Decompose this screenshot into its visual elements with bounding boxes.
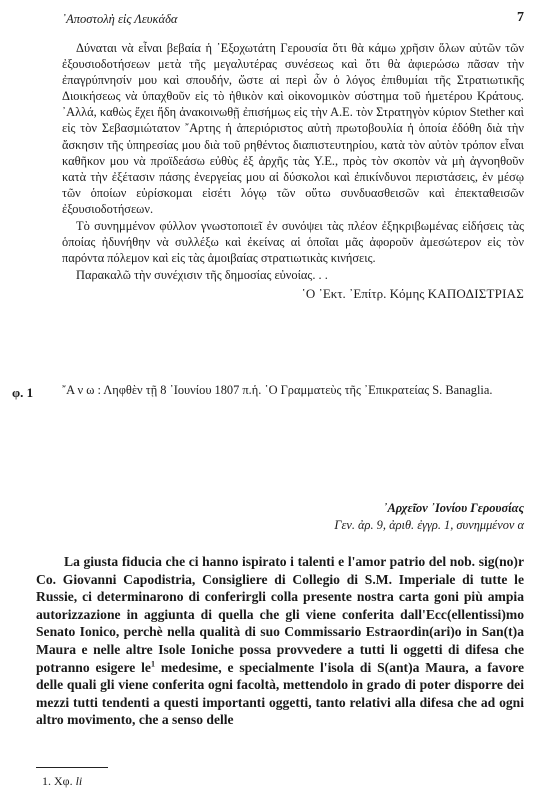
page-number: 7 bbox=[517, 10, 524, 25]
endorsement-text: ῎Α ν ω : Ληφθὲν τῇ 8 ᾿Ιουνίου 1807 π.ἡ. ῾Ο Γραμματεὺς τῆς ᾿Επικρατείας S. Banaglia. bbox=[62, 383, 493, 397]
greek-paragraph-2: Τὸ συνημμένον φύλλον γνωστοποιεῖ ἐν συνόψει τὰς πλέον ἐξηκριβωμένας εἰδήσεις τὰς ὁποίας ἠδυνήθην νὰ συλλέξω καὶ ἐκείνας αἱ ὁποῖαι μᾶς ἀφοροῦν ἀμεσώτερον εἰς τὸν παρόντα πόλεμον καὶ εἰς τὰς ἀμοιβαίας στρατιωτικὰς κινήσεις. bbox=[62, 219, 524, 266]
archive-source-note bbox=[224, 500, 524, 534]
signature-name: ΚΑΠΟΔΙΣΤΡΙΑΣ bbox=[427, 286, 524, 302]
footnote-label: Χφ. bbox=[54, 774, 73, 788]
running-title: ᾿Αποστολὴ εἰς Λευκάδα bbox=[62, 12, 178, 26]
signature bbox=[62, 286, 524, 302]
italian-text-part-1: La giusta fiducia che ci hanno ispirato i talenti e l'amor patrio del nob. sig(no)r Co. Giovanni Capodistria, Consigliere di Collegio di S.M. Imperiale di tutte le Russie, ci determinarono di conferirgli colla presente nostra carta goni più ampia autorizzazione in aggiunta di quella che gli viene conferita dall'Ecc(ellentissi)mo Senato Ionico, perchè nella qualità di suo Commissario Estraordin(ari)o in San(t)a Maura e nelle altre Isole Ioniche possa provvedere a tutti li oggetti di difesa che potranno esigere le bbox=[36, 554, 524, 675]
greek-letter bbox=[62, 40, 524, 303]
footnote-reading: li bbox=[75, 774, 83, 788]
italian-paragraph bbox=[36, 553, 524, 729]
greek-paragraph-1: Δύναται νὰ εἶναι βεβαία ἡ ᾿Εξοχωτάτη Γερουσία ὅτι θὰ κάμω χρῆσιν ὅλων αὐτῶν τῶν ἐξουσιοδοτήσεων μετὰ τῆς μεγαλυτέρας συνέσεως καὶ ὅτι θὰ ἀφιερώσω πᾶσαν τὴν ἐπαγρύπνησίν μου καὶ σπουδήν, ὥστε αἱ περὶ ὧν ὁ λόγος ἐπιθυμίαι τῆς Στρατιωτικῆς Διοικήσεως νὰ ὑπαχθοῦν εἰς τὸ ἠθικὸν καὶ οἰκονομικὸν σύστημα τοῦ ἡμετέρου Κράτους. ᾿Αλλά, καθὼς ἔχει ἤδη ἀνακοινωθῇ ἐπισήμως εἰς τὴν Α.Ε. τὸν Στρατηγὸν κύριον Stether καὶ εἰς τὸν Σεβασμιώτατον ῎Αρτης ἡ ἀπεριόριστος αὐτὴ πρωτοβουλία ἡ ὁποία ἐδόθη διὰ τὴν ἄσκησιν τῆς ὑπηρεσίας μου διὰ τοῦ ρηθέντος διαπιστευτηρίου, κατὰ τὸν αὐτὸν τρόπον εἶναι καθῆκον μου νὰ προϊδεάσω εὐθὺς ἐξ ἀρχῆς τὰς Υ.Ε., πρὸς τὸν σκοπὸν νὰ μὴ ἀγνοηθοῦν κατὰ τὴν ἐξέτασιν πάσης ἐνεργείας μου αἱ δύσκολοι καὶ ἐπικίνδυνοι περιστάσεις, ἐν μέσῳ τῶν ὁποίων εὑρίσκομαι εἰσέτι λόγῳ τῶν οὕτω συνδυασθεισῶν καὶ ἐπεκταθεισῶν ἐξουσιοδοτήσεων. bbox=[62, 41, 524, 216]
footnote-number: 1. bbox=[42, 774, 51, 788]
signature-prefix: ῾Ο ᾿Εκτ. ᾿Επίτρ. Κόμης bbox=[301, 286, 425, 302]
footnote-marker: 1 bbox=[150, 659, 155, 669]
greek-paragraph-3: Παρακαλῶ τὴν συνέχισιν τῆς δημοσίας εὐνοίας. . . bbox=[76, 268, 328, 283]
italian-text-part-2: medesime, e specialmente l'isola di S(ant)a Maura, a favore delle quali gli viene conferita ogni facoltà, mettendolo in grado di poter disporre dei mezzi tutti tendenti a questi importanti oggetti, tanto relativi alla difesa che ad ogni altro movimento, che a senso delle bbox=[36, 659, 524, 728]
italian-letter bbox=[36, 553, 524, 729]
archive-reference: Γεν. ἀρ. 9, ἀριθ. ἐγγρ. 1, συνημμένον α bbox=[334, 518, 524, 532]
footnote bbox=[42, 774, 82, 789]
margin-folio-label: φ. 1 bbox=[12, 385, 34, 400]
archive-title: ᾿Αρχεῖον ᾿Ιονίου Γερουσίας bbox=[383, 501, 524, 515]
footnote-divider bbox=[36, 767, 108, 768]
